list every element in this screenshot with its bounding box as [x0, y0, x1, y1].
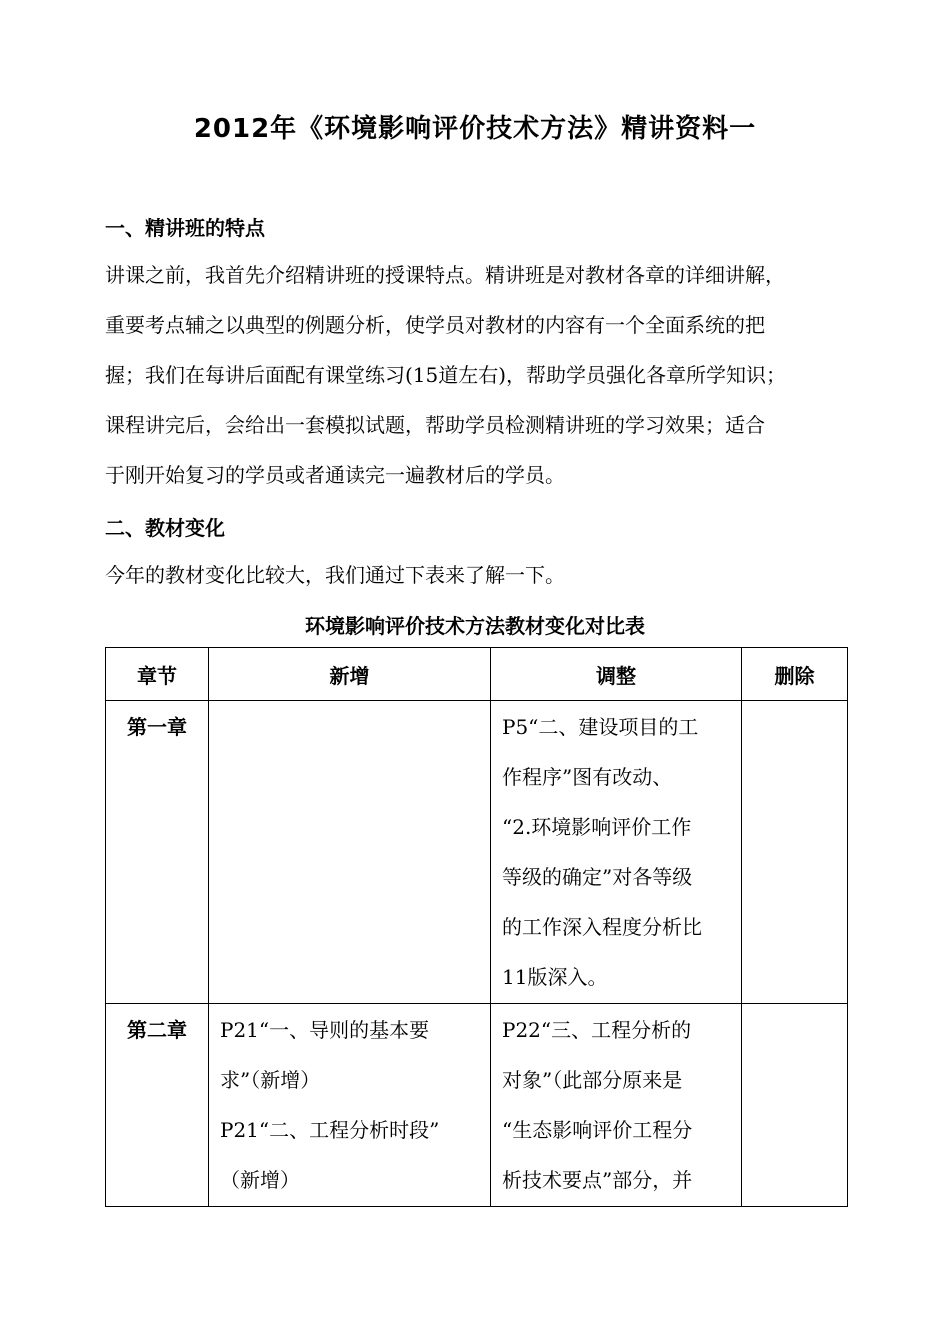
cell-line: P21“一、导则的基本要: [220, 1018, 430, 1042]
cell-line: P5“二、建设项目的工: [502, 715, 699, 739]
paragraph-line: 重要考点辅之以典型的例题分析，使学员对教材的内容有一个全面系统的把: [105, 313, 765, 337]
adjusted-cell: [491, 1004, 742, 1207]
cell-line: 的工作深入程度分析比: [502, 915, 702, 939]
section-1-heading: 一、精讲班的特点: [105, 216, 265, 240]
header-deleted: 删除: [742, 648, 848, 701]
header-adjusted: 调整: [491, 648, 742, 701]
cell-line: 作程序”图有改动、: [502, 765, 673, 789]
chapter-cell: 第一章: [106, 701, 209, 1004]
comparison-table: [105, 647, 848, 1207]
document-title: 2012年《环境影响评价技术方法》精讲资料一: [193, 114, 757, 144]
header-chapter: 章节: [106, 648, 209, 701]
cell-line: 求”（新增）: [220, 1068, 321, 1092]
section-2-heading: 二、教材变化: [105, 516, 225, 540]
added-cell: [209, 1004, 491, 1207]
header-added: 新增: [209, 648, 491, 701]
section-1-paragraph: [105, 250, 853, 500]
cell-line: “2.环境影响评价工作: [502, 815, 692, 839]
paragraph-line: 于刚开始复习的学员或者通读完一遍教材后的学员。: [105, 463, 565, 487]
cell-line: P22“三、工程分析的: [502, 1018, 692, 1042]
chapter-cell: 第二章: [106, 1004, 209, 1207]
table-header-row: [106, 648, 848, 701]
cell-line: “生态影响评价工程分: [502, 1118, 693, 1142]
section-2-intro: 今年的教材变化比较大，我们通过下表来了解一下。: [105, 563, 565, 587]
cell-line: 等级的确定”对各等级: [502, 865, 693, 889]
cell-line: 析技术要点”部分，并: [502, 1168, 693, 1192]
adjusted-cell: [491, 701, 742, 1004]
cell-line: （新增）: [220, 1168, 300, 1192]
paragraph-line: 握；我们在每讲后面配有课堂练习(15道左右)，帮助学员强化各章所学知识；: [105, 363, 787, 387]
cell-line: 11版深入。: [502, 965, 608, 989]
table-row: [106, 701, 848, 1004]
cell-line: 对象”（此部分原来是: [502, 1068, 683, 1092]
paragraph-line: 课程讲完后，会给出一套模拟试题，帮助学员检测精讲班的学习效果；适合: [105, 413, 765, 437]
paragraph-line: 讲课之前，我首先介绍精讲班的授课特点。精讲班是对教材各章的详细讲解，: [105, 263, 785, 287]
deleted-cell: [742, 701, 848, 1004]
table-title: 环境影响评价技术方法教材变化对比表: [305, 614, 645, 638]
cell-line: P21“二、工程分析时段”: [220, 1118, 440, 1142]
deleted-cell: [742, 1004, 848, 1207]
added-cell: [209, 701, 491, 1004]
table-row: [106, 1004, 848, 1207]
